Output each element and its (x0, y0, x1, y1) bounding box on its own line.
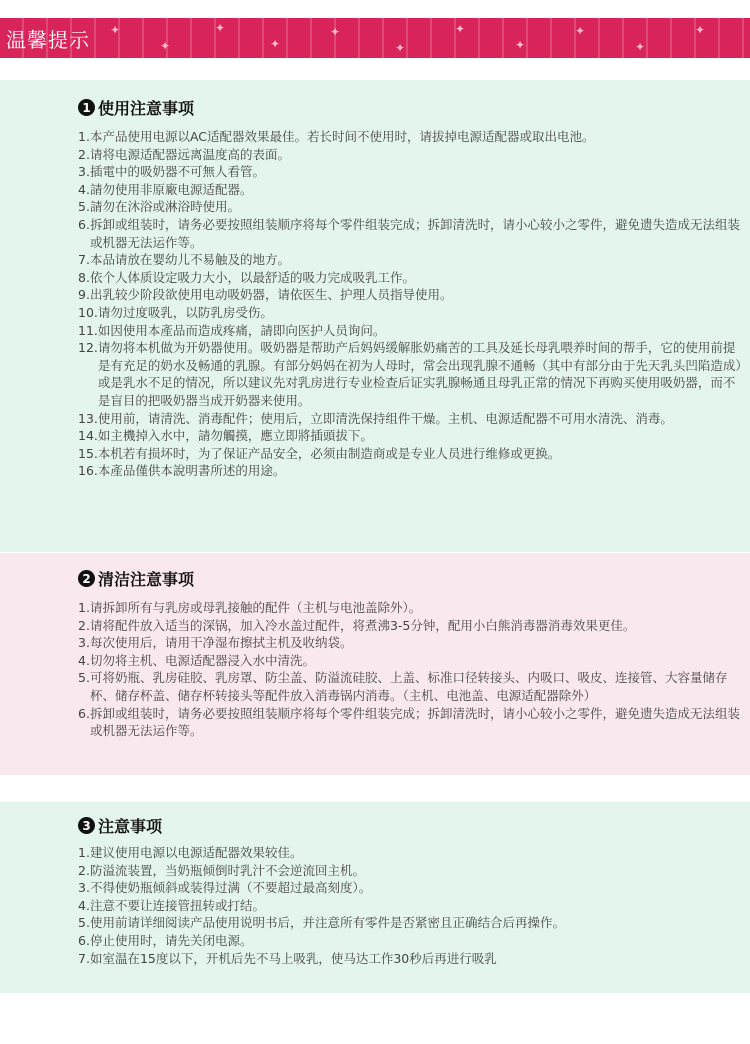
star-decoration-icon: ✦ (695, 23, 706, 37)
section-title: 清洁注意事项 (98, 570, 195, 589)
list-item: 1. 请拆卸所有与乳房或母乳接触的配件（主机与电池盖除外）。 (78, 600, 422, 615)
list-item: 2. 防溢流装置，当奶瓶倾倒时乳汁不会逆流回主机。 (78, 862, 365, 878)
list-item: 6. 拆卸或组装时，请务必要按照组装顺序将每个零件组装完成；拆卸清洗时，请小心较小之零件，避免遗失造成无法组装或机器无法运作等。 (78, 216, 740, 250)
star-decoration-icon: ✦ (515, 38, 526, 52)
list-item: 2. 请将配件放入适当的深锅，加入冷水盖过配件，将煮沸3-5分钟，配用小白熊消毒器消毒效果更佳。 (78, 617, 636, 633)
list-item: 16. 本產品僅供本說明書所述的用途。 (78, 463, 286, 479)
list-item: 1. 建议使用电源以电源适配器效果较佳。 (78, 845, 303, 860)
list-item: 6. 拆卸或组装时，请务必要按照组装顺序将每个零件组装完成；拆卸清洗时，请小心较小之零件，避免遗失造成无法组装或机器无法运作等。 (78, 705, 740, 739)
number-badge-icon: 2 (78, 570, 95, 587)
list-item: 9. 出乳较少阶段欲使用电动吸奶器，请依医生、护理人员指导使用。 (78, 287, 453, 303)
star-decoration-icon: ✦ (110, 23, 121, 37)
list-item: 6. 停止使用时，请先关闭电源。 (78, 932, 253, 948)
list-item: 5. 使用前请详细阅读产品使用说明书后，并注意所有零件是否紧密且正确结合后再操作。 (78, 915, 565, 931)
list-item: 13. 使用前，请清洗、消毒配件；使用后，立即清洗保持组件干燥。主机、电源适配器不可用水清洗、消毒。 (78, 410, 673, 426)
star-decoration-icon: ✦ (160, 39, 171, 53)
section-heading (78, 814, 162, 837)
list-item: 1. 本产品使用电源以AC适配器效果最佳。若长时间不使用时，请拔掉电源适配器或取出电池。 (78, 129, 595, 144)
list-item: 11. 如因使用本產品而造成疼痛，請即向医护人员询问。 (78, 322, 386, 338)
star-decoration-icon: ✦ (215, 21, 226, 35)
list-item: 15. 本机若有损坏时，为了保证产品安全，必须由制造商或是专业人员进行维修或更换。 (78, 445, 561, 461)
star-decoration-icon: ✦ (635, 40, 646, 54)
list-item: 10. 请勿过度吸乳，以防乳房受伤。 (78, 304, 273, 320)
number-badge-icon: 1 (78, 99, 95, 116)
star-decoration-icon: ✦ (455, 22, 466, 36)
list-item: 2. 请将电源适配器远离温度高的表面。 (78, 146, 290, 162)
list-item: 5. 請勿在沐浴或淋浴時使用。 (78, 199, 240, 215)
list-item: 3. 不得使奶瓶倾斜或装得过满（不要超过最高刻度）。 (78, 880, 372, 896)
list-item: 4. 切勿将主机、电源适配器浸入水中清洗。 (78, 652, 315, 668)
number-badge-icon: 3 (78, 817, 95, 834)
list-item: 4. 請勿使用非原廠电源适配器。 (78, 181, 253, 197)
list-item: 7. 本品请放在婴幼儿不易触及的地方。 (78, 252, 290, 268)
star-decoration-icon: ✦ (575, 24, 586, 38)
general-notes-section (0, 802, 750, 993)
list-item: 3. 插電中的吸奶器不可無人看管。 (78, 164, 265, 180)
list-item: 3. 每次使用后，请用干净湿布擦拭主机及收纳袋。 (78, 635, 353, 651)
section-heading (78, 567, 194, 590)
cleaning-notes-list (78, 599, 744, 740)
general-notes-list (78, 844, 744, 967)
star-decoration-icon: ✦ (395, 41, 406, 55)
usage-notes-section (0, 80, 750, 552)
list-item: 4. 注意不要让连接管扭转或打结。 (78, 897, 265, 913)
section-heading (78, 96, 194, 119)
usage-notes-list (78, 128, 744, 480)
banner-title: 温馨提示 (6, 28, 90, 52)
section-title: 注意事项 (98, 817, 163, 836)
section-title: 使用注意事项 (98, 99, 195, 118)
star-decoration-icon: ✦ (270, 37, 281, 51)
list-item: 8. 依个人体质设定吸力大小，以最舒适的吸力完成吸乳工作。 (78, 269, 415, 285)
star-decoration-icon: ✦ (330, 25, 341, 39)
list-item: 5. 可将奶瓶、乳房硅胶、乳房罩、防尘盖、防溢流硅胶、上盖、标准口径转接头、内吸口、吸皮、连接管、大容量储存杯、储存杯盖、储存杯转接头等配件放入消毒锅内消毒。（主机、电池盖、电源适配器除外） (78, 670, 728, 703)
cleaning-notes-section (0, 553, 750, 775)
list-item: 14. 如主機掉入水中，請勿觸摸，應立即將插頭拔下。 (78, 428, 373, 444)
list-item: 7. 如室温在15度以下，开机后先不马上吸乳，使马达工作30秒后再进行吸乳 (78, 950, 497, 966)
header-banner (0, 18, 750, 58)
list-item: 12. 请勿将本机做为开奶器使用。吸奶器是帮助产后妈妈缓解胀奶痛苦的工具及延长母乳喂养时间的帮手，它的使用前提是有充足的奶水及畅通的乳腺。有部分妈妈在初为人母时，常会出现乳腺不通畅（其中有部分由于先天乳头凹陷造成）或是乳水不足的情况，所以建议先对乳房进行专业检查后证实乳腺畅通且母乳正常的情况下再购买使用吸奶器，而不是盲目的把吸奶器当成开奶器来使用。 (78, 340, 742, 408)
